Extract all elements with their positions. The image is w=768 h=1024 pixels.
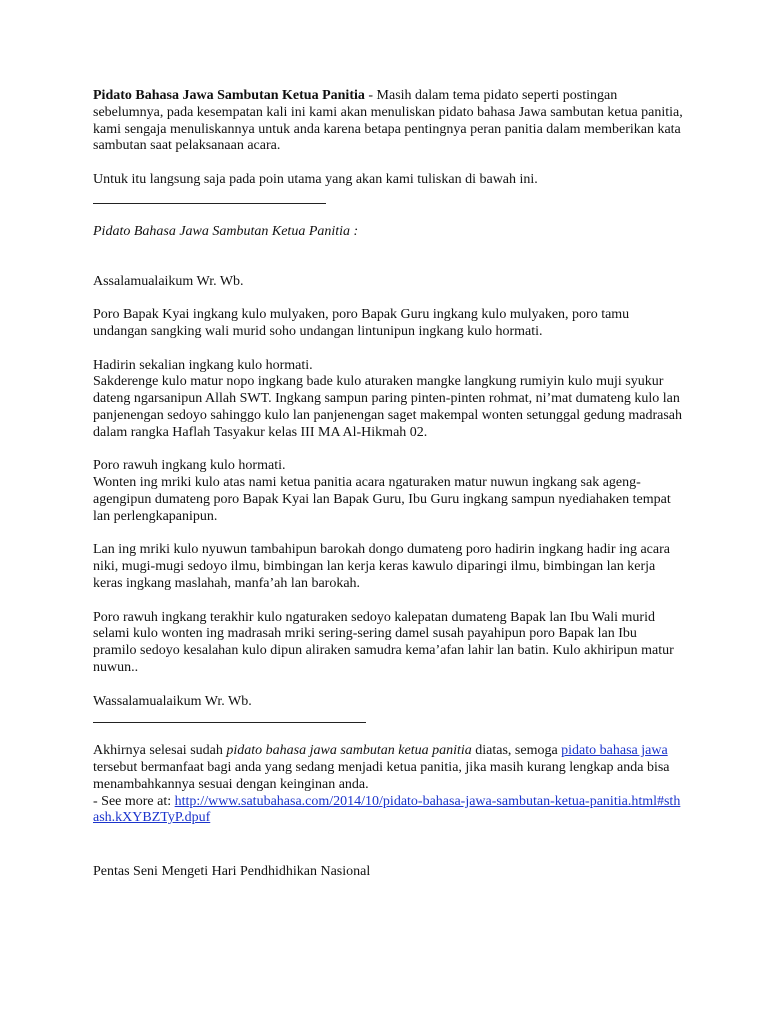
speech-closing: Wassalamualaikum Wr. Wb. (93, 693, 252, 709)
speech-paragraph-2-line1: Hadirin sekalian ingkang kulo hormati. (93, 357, 313, 373)
outro-text-4: tersebut bermanfaat bagi anda yang sedang menjadi ketua panitia, jika masih kurang lengkap anda bisa menambahkannya sesuai dengan keinginan anda. (93, 760, 670, 792)
see-more-link[interactable]: http://www.satubahasa.com/2014/10/pidato-bahasa-jawa-sambutan-ketua-panitia.html#sthash.kXYBZTyP.dpuf (93, 793, 681, 826)
intro-paragraph-2: Untuk itu langsung saja pada poin utama yang akan kami tuliskan di bawah ini. (93, 171, 538, 187)
speech-paragraph-2-body: Sakderenge kulo matur nopo ingkang bade kulo aturaken mangke langkung rumiyin kulo muji syukur dateng ngarsanipun Allah SWT. Ingkang sampun paring pinten-pinten rohmat, ni’mat dumateng kulo lan panjenengan sedoyo sahinggo kulo lan panjenengan saget makempal wonten setunggal gedung madrasah dalam rangka Haflah Tasyakur kelas III MA Al-Hikmah 02. (93, 374, 682, 440)
speech-paragraph-4: Lan ing mriki kulo nyuwun tambahipun barokah dongo dumateng poro hadirin ingkang hadir ing acara niki, mugi-mugi sedoyo ilmu, bimbingan lan kerja keras kawulo diparingi ilmu, bimbingan lan kerja keras ingkang maslahah, manfa’ah lan barokah. (93, 542, 670, 591)
speech-heading: Pidato Bahasa Jawa Sambutan Ketua Panitia : (93, 223, 359, 239)
separator-line-2 (93, 722, 366, 723)
intro-text: - Masih dalam tema pidato seperti postingan sebelumnya, pada kesempatan kali ini kami akan menuliskan pidato bahasa Jawa sambutan ketua panitia, kami sengaja menuliskannya untuk anda karena betapa pentingnya peran panitia dalam memberikan kata sambutan saat pelaksanaan acara. (93, 88, 683, 154)
pidato-bahasa-jawa-link[interactable]: pidato bahasa jawa (561, 743, 668, 759)
speech-paragraph-3-body: Wonten ing mriki kulo atas nami ketua panitia acara ngaturaken matur nuwun ingkang sak ageng-agengipun dumateng poro Bapak Kyai lan Bapak Guru, Ibu Guru ingkang sampun nyediahaken tempat lan perlengkapanipun. (93, 475, 671, 524)
separator-line (93, 203, 326, 204)
speech-paragraph-5: Poro rawuh ingkang terakhir kulo ngaturaken sedoyo kalepatan dumateng Bapak lan Ibu Wali murid selami kulo wonten ing madrasah mriki sering-sering damel susah payahipun poro Bapak lan Ibu pramilo sedoyo kesalahan kulo dipun aliraken samudra kema’afan lahir lan batin. Kulo akhiripun matur nuwun.. (93, 609, 674, 675)
speech-paragraph-3 (93, 458, 683, 525)
intro-title: Pidato Bahasa Jawa Sambutan Ketua Panitia (93, 88, 365, 103)
outro-text-1: Akhirnya selesai sudah (93, 743, 227, 759)
intro-paragraph (93, 88, 683, 155)
outro-text-3: diatas, semoga (471, 743, 562, 759)
outro-paragraph (93, 743, 683, 793)
outro-italic: pidato bahasa jawa sambutan ketua panitia (226, 743, 472, 759)
speech-paragraph-2 (93, 358, 683, 442)
document-page (93, 88, 683, 881)
speech-greeting: Assalamualaikum Wr. Wb. (93, 273, 244, 289)
see-more-line (93, 794, 683, 828)
speech-paragraph-1: Poro Bapak Kyai ingkang kulo mulyaken, poro Bapak Guru ingkang kulo mulyaken, poro tamu undangan sangking wali murid soho undangan lintunipun ingkang kulo hormati. (93, 307, 630, 339)
speech-paragraph-3-line1: Poro rawuh ingkang kulo hormati. (93, 458, 286, 474)
footer-title: Pentas Seni Mengeti Hari Pendhidhikan Nasional (93, 864, 371, 880)
see-more-prefix: - See more at: (93, 793, 175, 809)
